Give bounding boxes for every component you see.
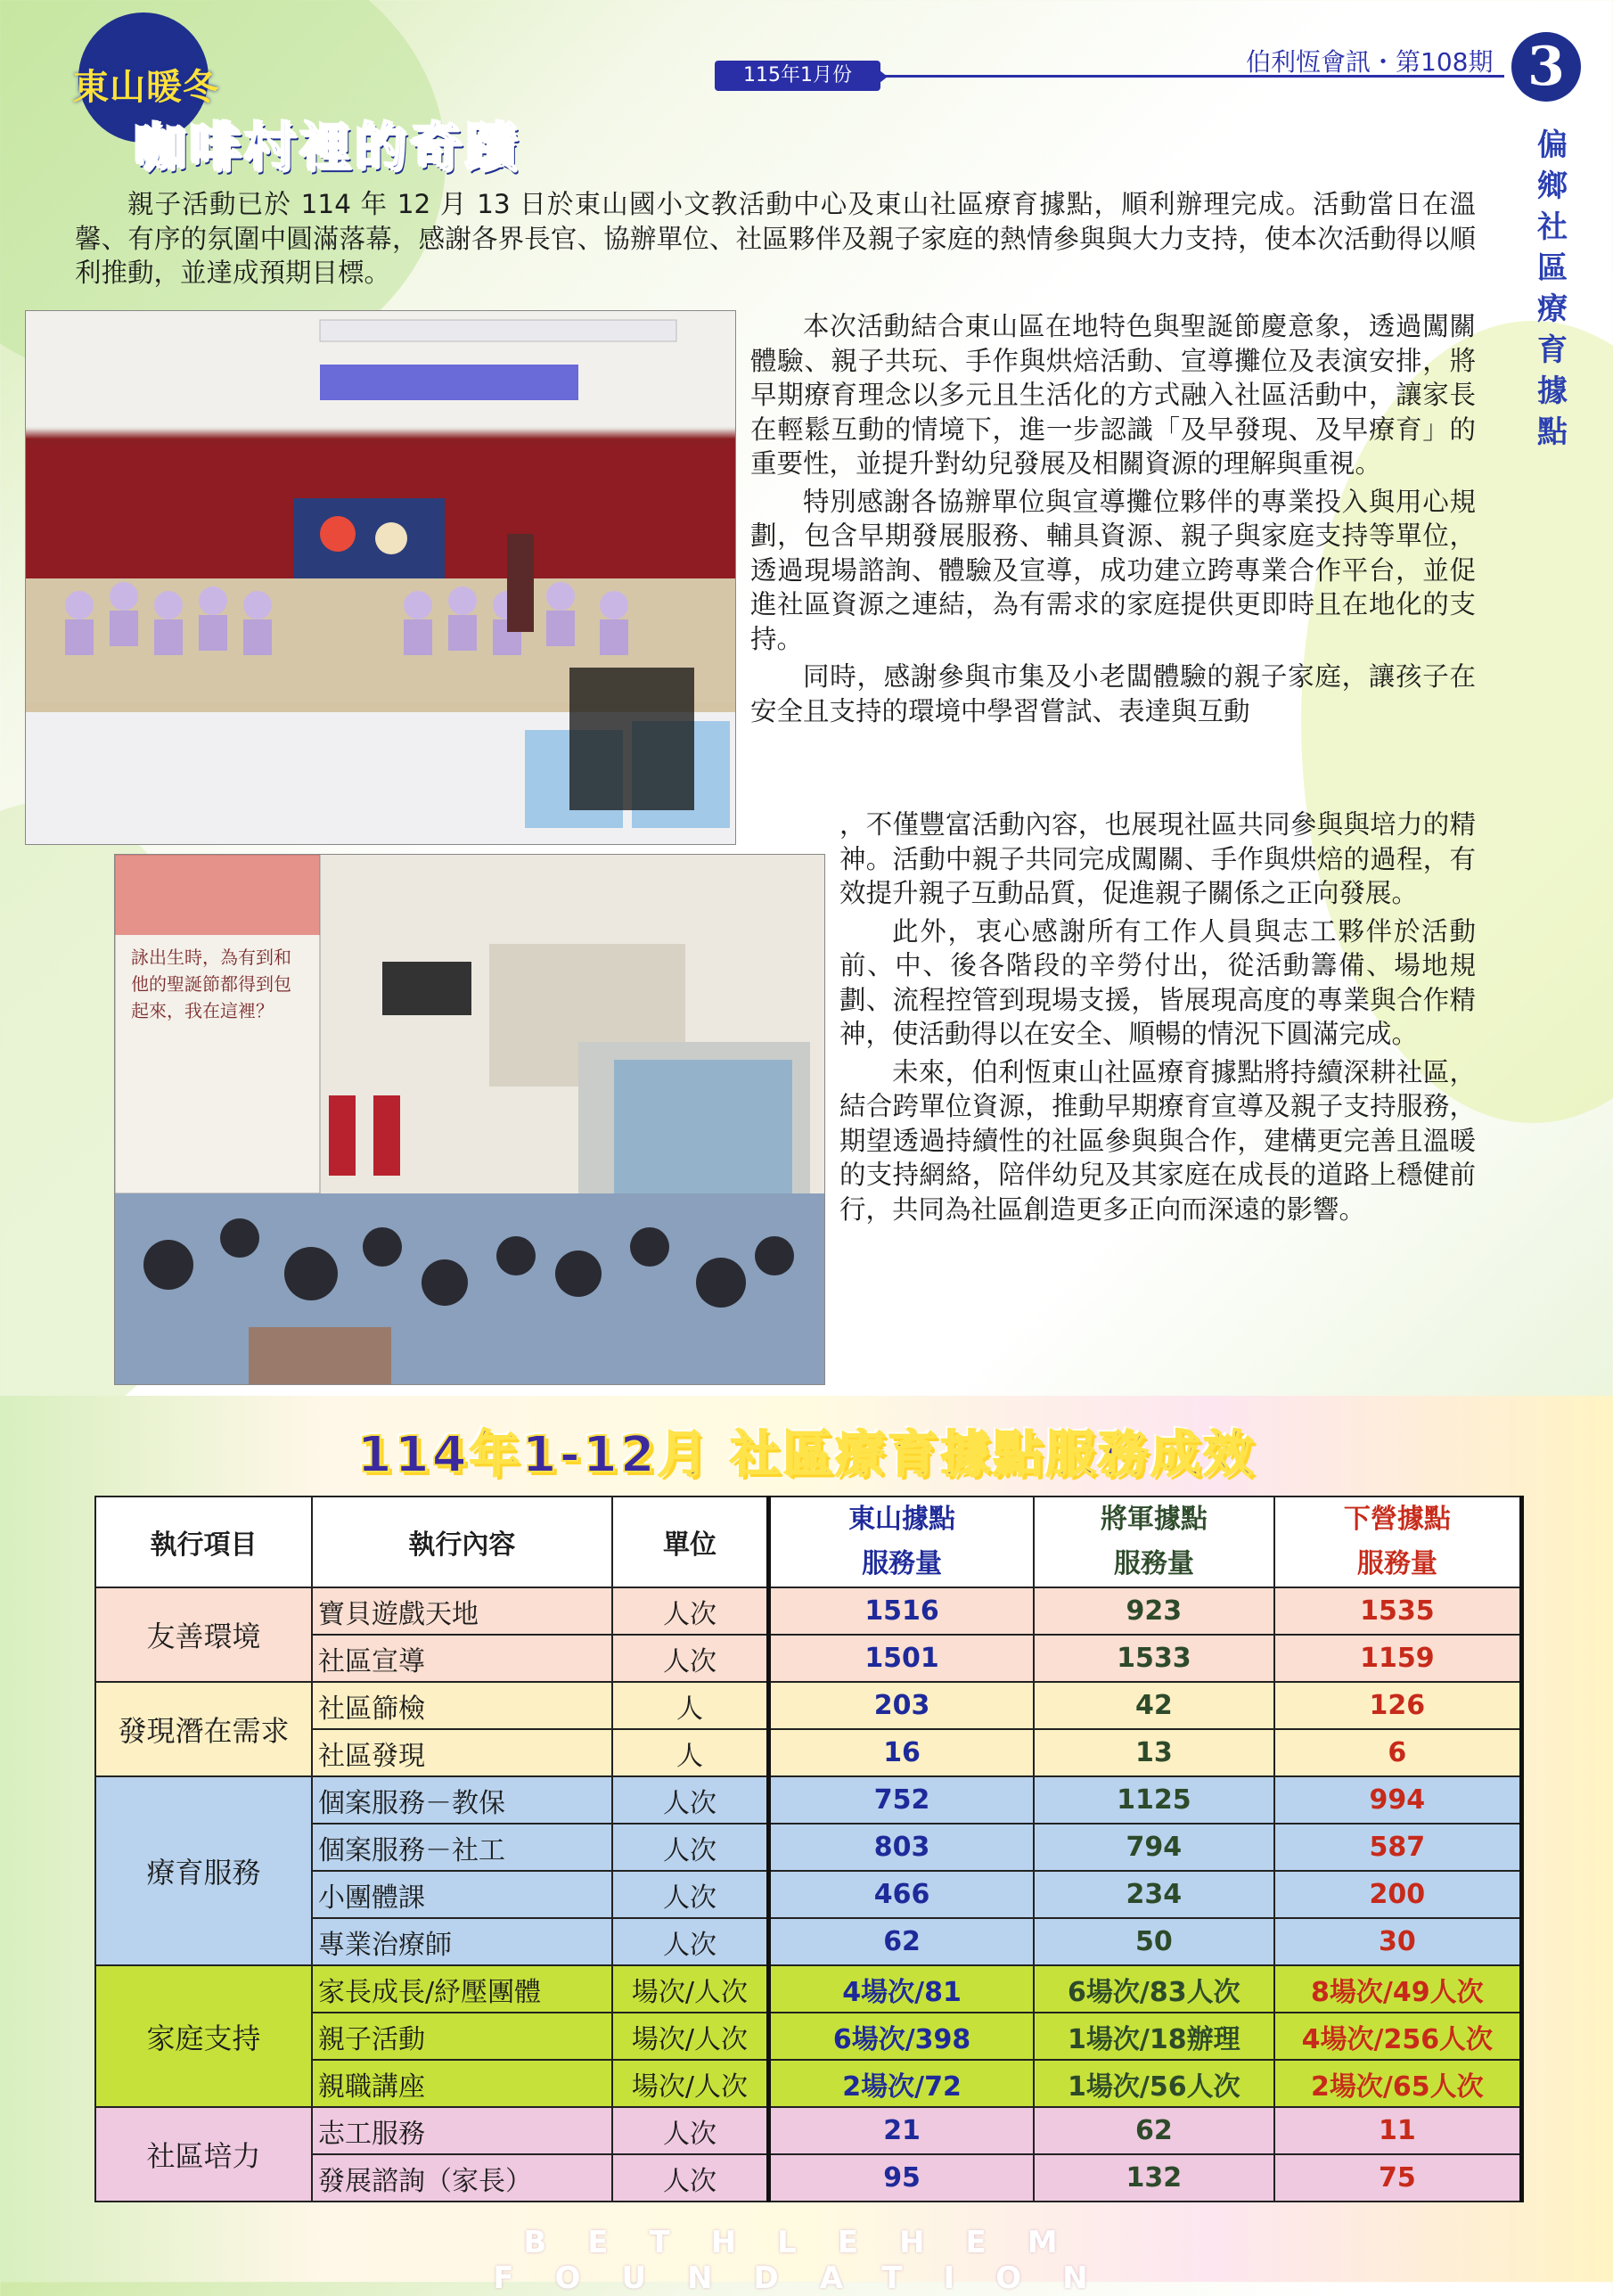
- jiangjun-value: 132: [1034, 2154, 1274, 2202]
- xiaying-value: 8場次/49人次: [1274, 1965, 1522, 2013]
- unit-cell: 人次: [612, 1824, 769, 1871]
- xiaying-value: 2場次/65人次: [1274, 2060, 1522, 2107]
- content-cell: 小團體課: [312, 1871, 612, 1918]
- dongshan-value: 752: [769, 1776, 1034, 1824]
- unit-cell: 人次: [612, 2154, 769, 2202]
- content-cell: 家長成長/紓壓團體: [312, 1965, 612, 2013]
- jiangjun-value: 923: [1034, 1587, 1274, 1635]
- dongshan-value: 203: [769, 1682, 1034, 1729]
- xiaying-value: 1159: [1274, 1635, 1522, 1682]
- category-cell: 發現潛在需求: [95, 1682, 312, 1776]
- footer-brand: BETHLEHEM FOUNDATION: [493, 2225, 1129, 2296]
- stage-photo-illustration: [26, 311, 735, 844]
- stats-title: 114年1-12月 社區療育據點服務成效: [356, 1426, 1257, 1484]
- header-xiaying-line2: 服務量: [1356, 1548, 1437, 1579]
- dongshan-value: 2場次/72: [769, 2060, 1034, 2107]
- unit-cell: 場次/人次: [612, 2060, 769, 2107]
- table-row: [95, 1965, 1522, 2013]
- unit-cell: 人次: [612, 1871, 769, 1918]
- content-cell: 社區宣導: [312, 1635, 612, 1682]
- jiangjun-value: 794: [1034, 1824, 1274, 1871]
- unit-cell: 人: [612, 1682, 769, 1729]
- header-jiangjun-line2: 服務量: [1113, 1548, 1194, 1579]
- table-row: [95, 1776, 1522, 1824]
- unit-cell: 人次: [612, 1587, 769, 1635]
- page-title: 咖啡村裡的奇蹟: [134, 117, 521, 177]
- header-xiaying-line1: 下營據點: [1343, 1504, 1451, 1535]
- article-column-upper: [750, 309, 1476, 728]
- header-content: 執行內容: [312, 1496, 612, 1587]
- xiaying-value: 200: [1274, 1871, 1522, 1918]
- dongshan-value: 803: [769, 1824, 1034, 1871]
- paragraph-text: 本次活動結合東山區在地特色與聖誕節慶意象，透過闖關體驗、親子共玩、手作與烘焙活動、宣導攤位及表演安排，將早期療育理念以多元且生活化的方式融入社區活動中，讓家長在輕鬆互動的情境下，進一步認識「及早發現、及早療育」的重要性，並提升對幼兒發展及相關資源的理解與重視。: [750, 311, 1476, 479]
- xiaying-value: 30: [1274, 1918, 1522, 1965]
- unit-cell: 人次: [612, 1776, 769, 1824]
- header-unit: 單位: [612, 1496, 769, 1587]
- dongshan-value: 95: [769, 2154, 1034, 2202]
- jiangjun-value: 42: [1034, 1682, 1274, 1729]
- xiaying-value: 1535: [1274, 1587, 1522, 1635]
- jiangjun-value: 1場次/18辦理: [1034, 2013, 1274, 2060]
- jiangjun-value: 13: [1034, 1729, 1274, 1776]
- header-jiangjun-line1: 將軍據點: [1100, 1504, 1208, 1535]
- table-header-row: [95, 1496, 1522, 1587]
- paragraph-text: 特別感謝各協辦單位與宣導攤位夥伴的專業投入與用心規劃，包含早期發展服務、輔具資源、親子與家庭支持等單位，透過現場諮詢、體驗及宣導，成功建立跨專業合作平台，並促進社區資源之連結，為有需求的家庭提供更即時且在地化的支持。: [750, 486, 1476, 654]
- category-cell: 友善環境: [95, 1587, 312, 1682]
- projected-slide-text: 詠出生時，為有到和他的聖誕節都得到包起來，我在這裡？: [131, 947, 291, 1021]
- paragraph-text: 同時，感謝參與市集及小老闆體驗的親子家庭，讓孩子在安全且支持的環境中學習嘗試、表達與互動: [750, 661, 1476, 726]
- header-dongshan-line1: 東山據點: [848, 1504, 956, 1535]
- jiangjun-value: 1場次/56人次: [1034, 2060, 1274, 2107]
- dongshan-value: 4場次/81: [769, 1965, 1034, 2013]
- dongshan-value: 1516: [769, 1587, 1034, 1635]
- header-xiaying: [1274, 1496, 1522, 1587]
- xiaying-value: 75: [1274, 2154, 1522, 2202]
- unit-cell: 場次/人次: [612, 1965, 769, 2013]
- content-cell: 社區發現: [312, 1729, 612, 1776]
- header-dongshan-line2: 服務量: [862, 1548, 943, 1579]
- content-cell: 親子活動: [312, 2013, 612, 2060]
- content-cell: 志工服務: [312, 2107, 612, 2154]
- header-item: 執行項目: [95, 1496, 312, 1587]
- jiangjun-value: 50: [1034, 1918, 1274, 1965]
- table-row: [95, 1587, 1522, 1635]
- paragraph-text: 此外，衷心感謝所有工作人員與志工夥伴於活動前、中、後各階段的辛勞付出，從活動籌備、場地規劃、流程控管到現場支援，皆展現高度的專業與合作精神，使活動得以在安全、順暢的情況下圓滿完成。: [839, 915, 1476, 1049]
- dongshan-value: 466: [769, 1871, 1034, 1918]
- publication-name: 伯利恆會訊・第108期: [1246, 47, 1494, 77]
- paragraph-text: ，不僅豐富活動內容，也展現社區共同參與與培力的精神。活動中親子共同完成闖關、手作與烘焙的過程，有效提升親子互動品質，促進親子關係之正向發展。: [839, 809, 1476, 908]
- jiangjun-value: 1125: [1034, 1776, 1274, 1824]
- jiangjun-value: 234: [1034, 1871, 1274, 1918]
- service-results-table: [94, 1496, 1524, 2202]
- xiaying-value: 11: [1274, 2107, 1522, 2154]
- event-audience-photo: [114, 854, 825, 1385]
- category-cell: 社區培力: [95, 2107, 312, 2202]
- table-row: [95, 2107, 1522, 2154]
- audience-photo-illustration: [115, 855, 824, 1384]
- paragraph-text: 親子活動已於 114 年 12 月 13 日於東山國小文教活動中心及東山社區療育據點，順利辦理完成。活動當日在溫馨、有序的氛圍中圓滿落幕，感謝各界長官、協辦單位、社區夥伴及親子家庭的熱情參與與大力支持，使本次活動得以順利推動，並達成預期目標。: [75, 189, 1476, 288]
- content-cell: 社區篩檢: [312, 1682, 612, 1729]
- dongshan-value: 6場次/398: [769, 2013, 1034, 2060]
- dongshan-value: 16: [769, 1729, 1034, 1776]
- table-row: [95, 1682, 1522, 1729]
- jiangjun-value: 1533: [1034, 1635, 1274, 1682]
- section-side-label: 偏鄉社區療育據點: [1537, 127, 1568, 450]
- unit-cell: 人次: [612, 1635, 769, 1682]
- xiaying-value: 587: [1274, 1824, 1522, 1871]
- xiaying-value: 6: [1274, 1729, 1522, 1776]
- xiaying-value: 126: [1274, 1682, 1522, 1729]
- content-cell: 發展諮詢（家長）: [312, 2154, 612, 2202]
- page-number: 3: [1511, 32, 1581, 102]
- jiangjun-value: 6場次/83人次: [1034, 1965, 1274, 2013]
- content-cell: 個案服務－社工: [312, 1824, 612, 1871]
- event-stage-photo: [25, 310, 736, 845]
- category-cell: 家庭支持: [95, 1965, 312, 2107]
- dongshan-value: 21: [769, 2107, 1034, 2154]
- content-cell: 寶貝遊戲天地: [312, 1587, 612, 1635]
- header-dongshan: [769, 1496, 1034, 1587]
- article-column-lower: [839, 808, 1476, 1226]
- jiangjun-value: 62: [1034, 2107, 1274, 2154]
- corner-tag: 東山暖冬: [73, 67, 219, 108]
- xiaying-value: 994: [1274, 1776, 1522, 1824]
- issue-date: 115年1月份: [715, 61, 880, 91]
- unit-cell: 人次: [612, 1918, 769, 1965]
- paragraph-text: 未來，伯利恆東山社區療育據點將持續深耕社區，結合跨單位資源，推動早期療育宣導及親子支持服務，期望透過持續性的社區參與與合作，建構更完善且溫暖的支持網絡，陪伴幼兒及其家庭在成長的道路上穩健前行，共同為社區創造更多正向而深遠的影響。: [839, 1056, 1476, 1225]
- unit-cell: 人: [612, 1729, 769, 1776]
- xiaying-value: 4場次/256人次: [1274, 2013, 1522, 2060]
- content-cell: 個案服務－教保: [312, 1776, 612, 1824]
- intro-paragraph: [75, 187, 1476, 291]
- dongshan-value: 62: [769, 1918, 1034, 1965]
- unit-cell: 人次: [612, 2107, 769, 2154]
- content-cell: 親職講座: [312, 2060, 612, 2107]
- unit-cell: 場次/人次: [612, 2013, 769, 2060]
- category-cell: 療育服務: [95, 1776, 312, 1965]
- header-jiangjun: [1034, 1496, 1274, 1587]
- content-cell: 專業治療師: [312, 1918, 612, 1965]
- dongshan-value: 1501: [769, 1635, 1034, 1682]
